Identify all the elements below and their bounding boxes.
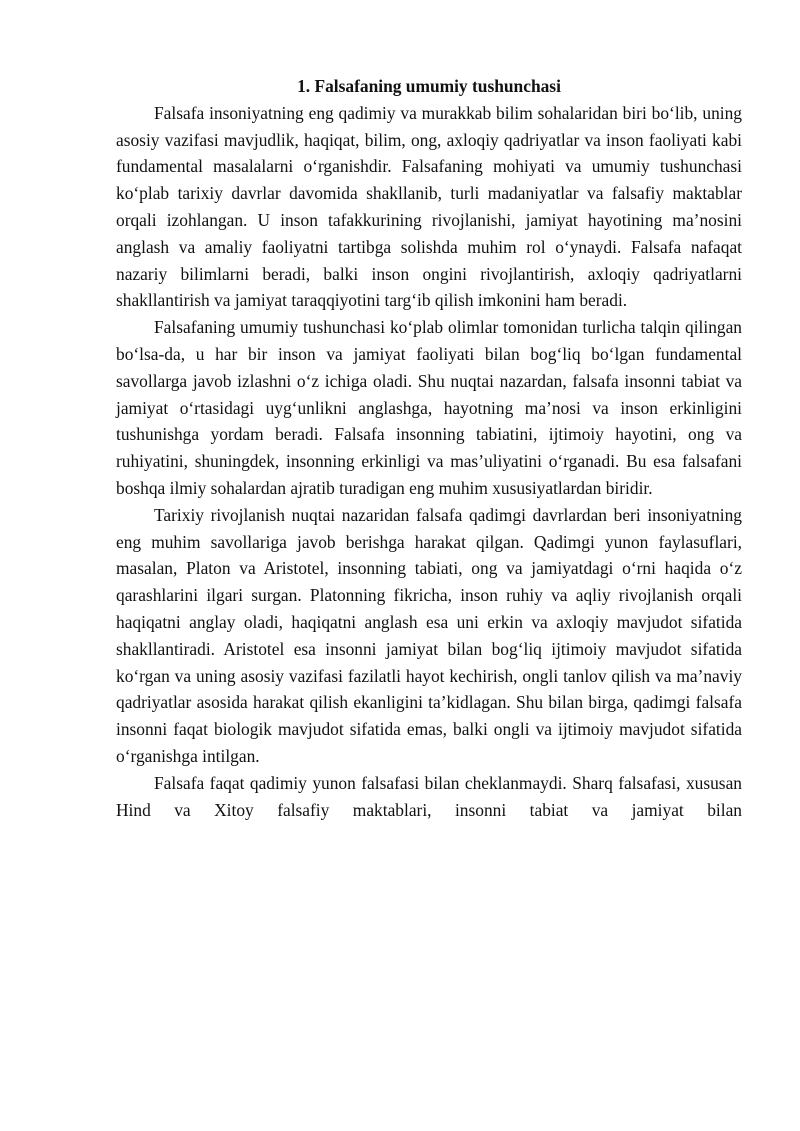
paragraph-3: Tarixiy rivojlanish nuqtai nazaridan falsafa qadimgi davrlardan beri insoniyatning eng muhim savollariga javob berishga harakat qilgan. Qadimgi yunon faylasuflari, masalan, Platon va Aristotel, insonning tabiati, ong va jamiyatdagi o‘rni haqida o‘z qarashlarini ilgari surgan. Platonning fikricha, inson ruhiy va aqliy rivojlanish orqali haqiqatni anglay oladi, haqiqatni anglash esa uni erkin va axloqiy mavjudot sifatida shakllantiradi. Aristotel esa insonni jamiyat bilan bog‘liq ijtimoiy mavjudot sifatida ko‘rgan va uning asosiy vazifasi fazilatli hayot kechirish, ongli tanlov qilish va ma’naviy qadriyatlar asosida harakat qilish ekanligini ta’kidlagan. Shu bilan birga, qadimgi falsafa insonni faqat biologik mavjudot sifatida emas, balki ongli va ijtimoiy mavjudot sifatida o‘rganishga intilgan.: [116, 504, 742, 766]
paragraph-4: Falsafa faqat qadimiy yunon falsafasi bilan cheklanmaydi. Sharq falsafasi, xususan Hind va Xitoy falsafiy maktablari, insonni tabiat va jamiyat bilan: [116, 772, 742, 820]
paragraph-1: Falsafa insoniyatning eng qadimiy va murakkab bilim sohalaridan biri bo‘lib, uning asosiy vazifasi mavjudlik, haqiqat, bilim, ong, axloqiy qadriyatlar va inson faoliyati kabi fundamental masalalarni o‘rganishdir. Falsafaning mohiyati va umumiy tushunchasi ko‘plab tarixiy davrlar davomida shakllanib, turli madaniyatlar va falsafiy maktablar orqali izohlangan. U inson tafakkurining rivojlanishi, jamiyat hayotining ma’nosini anglash va amaliy faoliyatni tartibga solishda muhim rol o‘ynaydi. Falsafa nafaqat nazariy bilimlarni beradi, balki inson ongini rivojlantirish, axloqiy qadriyatlarni shakllantirish va jamiyat taraqqiyotini targ‘ib qilish imkonini ham beradi.: [116, 102, 742, 311]
document-page: [116, 73, 742, 823]
section-title: 1. Falsafaning umumiy tushunchasi: [297, 76, 561, 96]
paragraph-2: Falsafaning umumiy tushunchasi ko‘plab olimlar tomonidan turlicha talqin qilingan bo‘lsa-da, u har bir inson va jamiyat faoliyati bilan bog‘liq bo‘lgan fundamental savollarga javob izlashni o‘z ichiga oladi. Shu nuqtai nazardan, falsafa insonni tabiat va jamiyat o‘rtasidagi uyg‘unlikni anglashga, hayotning ma’nosi va inson erkinligini tushunishga yordam beradi. Falsafa insonning tabiatini, ijtimoiy hayotini, ong va ruhiyatini, shuningdek, insonning erkinligi va mas’uliyatini o‘rganadi. Bu esa falsafani boshqa ilmiy sohalardan ajratib turadigan eng muhim xususiyatlardan biridir.: [116, 317, 742, 498]
